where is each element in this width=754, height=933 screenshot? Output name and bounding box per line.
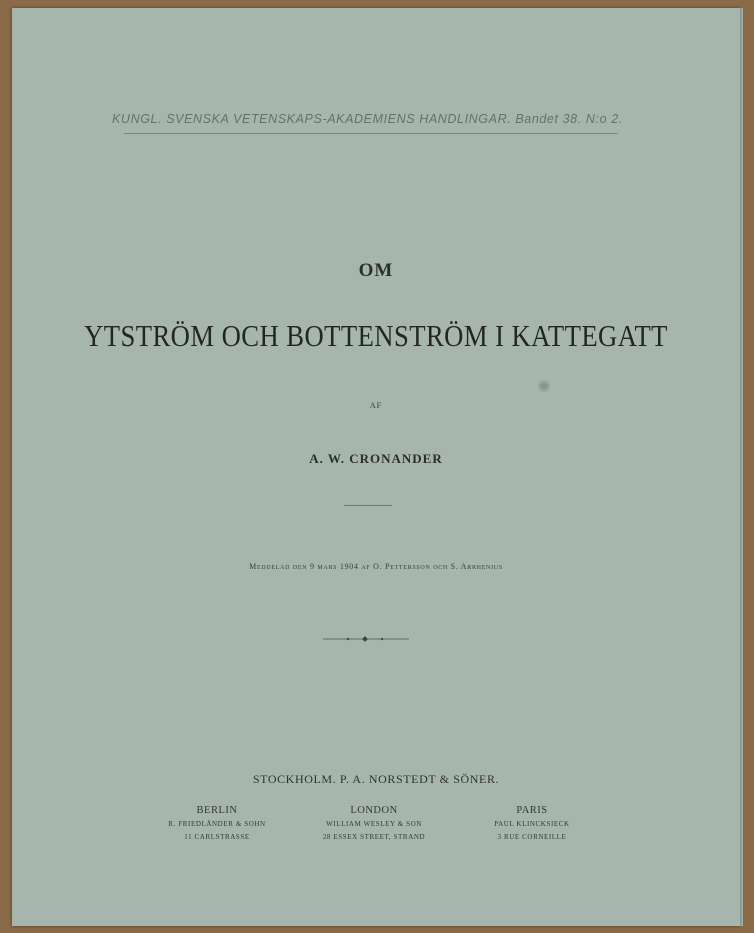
document-title: YTSTRÖM OCH BOTTENSTRÖM I KATTEGATT — [84, 318, 668, 353]
agent-paris — [432, 804, 632, 844]
divider-rule — [344, 505, 392, 506]
agent-name: WILLIAM WESLEY & SON — [326, 820, 422, 828]
agent-city: PARIS — [516, 805, 548, 816]
series-header: KUNGL. SVENSKA VETENSKAPS-AKADEMIENS HANDLINGAR. Bandet 38. N:o 2. — [112, 112, 623, 126]
byline-prefix: AF — [369, 401, 383, 410]
author-name: A. W. CRONANDER — [309, 451, 443, 466]
communication-note — [12, 562, 740, 571]
communication-text: Meddelad den 9 mars 1904 af O. Pettersson och S. Arrhenius — [249, 562, 503, 571]
paper-stain — [538, 380, 550, 392]
title-prefix: OM — [358, 260, 394, 281]
agent-name: R. FRIEDLÄNDER & SOHN — [168, 820, 266, 828]
ornament-divider — [321, 634, 411, 644]
agent-name: PAUL KLINCKSIECK — [494, 820, 570, 828]
agent-address: 28 ESSEX STREET, STRAND — [322, 833, 426, 841]
agent-city: BERLIN — [196, 805, 238, 816]
agent-city: LONDON — [350, 805, 398, 816]
document-cover — [12, 8, 740, 926]
publisher-line: STOCKHOLM. P. A. NORSTEDT & SÖNER. — [252, 772, 500, 786]
agent-address: 3 RUE CORNEILLE — [497, 833, 567, 841]
agent-address: 11 CARLSTRASSE — [184, 833, 250, 841]
series-underline — [124, 133, 618, 134]
